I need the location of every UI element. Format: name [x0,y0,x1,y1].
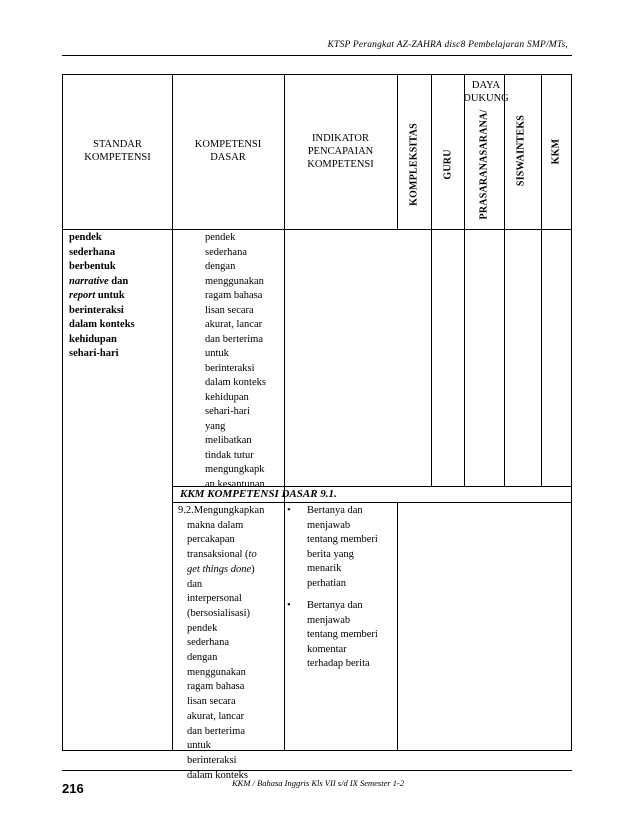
kkm-kd-title: KKM KOMPETENSI DASAR 9.1. [180,488,337,500]
bullet-icon: • [287,600,291,611]
running-header: KTSP Perangkat AZ-ZAHRA disc8 Pembelajaran SMP/MTs, [327,40,568,50]
header-kompleksitas: KOMPLEKSITAS [408,123,420,206]
header-daya-dukung: DAYA DUKUNG [463,80,509,104]
col-divider [284,75,285,750]
header-siswa-inteks: SISWAINTEKS [515,114,527,187]
header-bottom-rule [63,229,571,230]
indikator-item: • Bertanya dan menjawab tentang memberi berita yang menarik perhatian [287,505,378,589]
header-kompetensi-dasar: KOMPETENSI DASAR [194,139,262,163]
footer-rule [62,770,572,771]
kkm-row-bottom-rule [172,502,571,503]
footer-text: KKM / Bahasa Inggris Kls VII s/d IX Semester 1-2 [232,778,405,788]
col-divider [397,502,398,750]
header-guru: GURU [442,149,454,180]
col-divider [504,75,505,487]
header-prasarana: PRASARANASARANA/ [478,109,490,220]
header-kkm: KKM [550,138,562,165]
col-divider [541,75,542,487]
bullet-icon: • [287,505,291,516]
indikator-item: • Bertanya dan menjawab tentang memberi komentar terhadap berita [287,600,378,669]
standar-kompetensi-text: pendek sederhana berbentuk narrative dan report untuk berinteraksi dalam konteks kehidupan sehari-hari [69,232,135,359]
header-rule [62,55,572,56]
header-indikator: INDIKATOR PENCAPAIAN KOMPETENSI [307,133,374,170]
col-divider [172,75,173,750]
competency-table [62,74,572,781]
page-number: 216 [62,781,84,796]
header-standar-kompetensi: STANDAR KOMPETENSI [84,139,151,163]
kompetensi-dasar-text: pendek sederhana dengan menggunakan ragam bahasa lisan secara akurat, lancar dan berterima untuk berinteraksi dalam konteks kehidupan sehari-hari yang melibatkan tindak tutur mengungkapk an kesantunan [205,232,266,490]
kompetensi-dasar-9-2: 9.2.Mengungkapkan makna dalam percakapan transaksional (to get things done) dan interpersonal (bersosialisasi) pendek sederhana dengan menggunakan ragam bahasa lisan secara akurat, lancar dan berterima untuk berinteraksi dalam konteks [178,505,265,781]
col-divider [464,75,465,487]
col-divider [431,75,432,487]
col-divider [397,75,398,229]
